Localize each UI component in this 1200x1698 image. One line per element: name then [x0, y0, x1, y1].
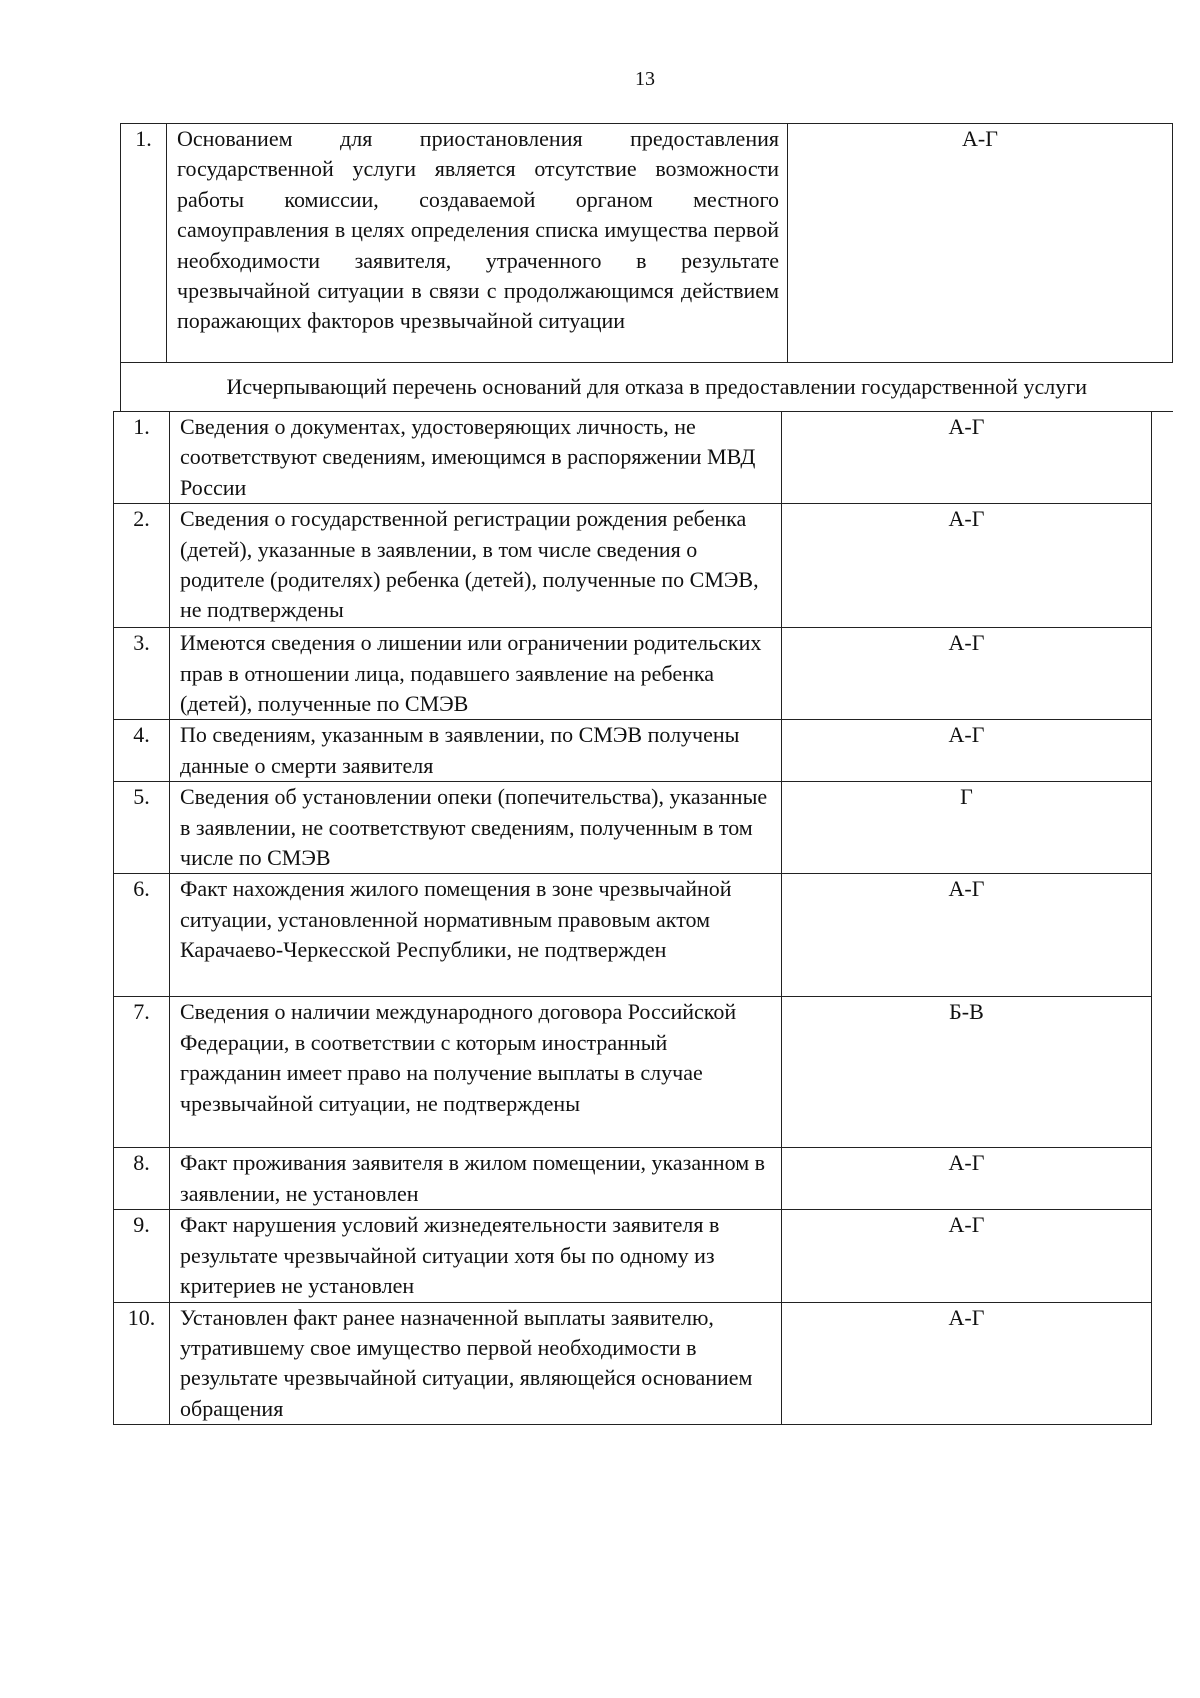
section-heading-row: [121, 363, 1173, 412]
row-code: А-Г: [782, 1302, 1152, 1425]
row-code: А-Г: [782, 874, 1152, 997]
table-row: [114, 997, 1152, 1148]
row-code: Г: [782, 782, 1152, 874]
table-row: [114, 1302, 1152, 1425]
row-text: Факт проживания заявителя в жилом помещении, указанном в заявлении, не установлен: [170, 1148, 782, 1210]
refusal-grounds-table: [113, 411, 1152, 1425]
row-text: Сведения о документах, удостоверяющих личность, не соответствуют сведениям, имеющимся в распоряжении МВД России: [170, 412, 782, 504]
suspension-table: [120, 123, 1173, 412]
table-row: [114, 720, 1152, 782]
table-row: [114, 1148, 1152, 1210]
row-text: Факт нахождения жилого помещения в зоне чрезвычайной ситуации, установленной нормативным правовым актом Карачаево-Черкесской Республики, не подтвержден: [170, 874, 782, 997]
row-number: 8.: [114, 1148, 170, 1210]
row-text: Основанием для приостановления предоставления государственной услуги является отсутствие возможности работы комиссии, создаваемой органом местного самоуправления в целях определения списка имущества первой необходимости заявителя, утраченного в результате чрезвычайной ситуации в связи с продолжающимся действием поражающих факторов чрезвычайной ситуации: [167, 124, 788, 363]
row-code: А-Г: [782, 720, 1152, 782]
row-number: 1.: [114, 412, 170, 504]
table-row: [114, 874, 1152, 997]
row-number: 10.: [114, 1302, 170, 1425]
page-number: 13: [635, 68, 655, 90]
row-code: А-Г: [782, 1210, 1152, 1302]
row-number: 6.: [114, 874, 170, 997]
row-text: Установлен факт ранее назначенной выплаты заявителю, утратившему свое имущество первой необходимости в результате чрезвычайной ситуации, являющейся основанием обращения: [170, 1302, 782, 1425]
row-number: 2.: [114, 504, 170, 628]
row-code: А-Г: [788, 124, 1173, 363]
table-row: [114, 504, 1152, 628]
row-code: А-Г: [782, 1148, 1152, 1210]
row-text: Сведения о государственной регистрации рождения ребенка (детей), указанные в заявлении, в том числе сведения о родителе (родителях) ребенка (детей), полученные по СМЭВ, не подтверждены: [170, 504, 782, 628]
table-row: [114, 782, 1152, 874]
table-row: [114, 1210, 1152, 1302]
row-number: 1.: [121, 124, 167, 363]
row-text: Факт нарушения условий жизнедеятельности заявителя в результате чрезвычайной ситуации хотя бы по одному из критериев не установлен: [170, 1210, 782, 1302]
row-number: 3.: [114, 628, 170, 720]
section-heading: Исчерпывающий перечень оснований для отказа в предоставлении государственной услуги: [121, 363, 1173, 412]
row-number: 7.: [114, 997, 170, 1148]
row-number: 9.: [114, 1210, 170, 1302]
row-code: А-Г: [782, 412, 1152, 504]
table-row: [121, 124, 1173, 363]
table-row: [114, 412, 1152, 504]
row-code: Б-В: [782, 997, 1152, 1148]
row-code: А-Г: [782, 504, 1152, 628]
table-row: [114, 628, 1152, 720]
row-code: А-Г: [782, 628, 1152, 720]
row-text: Сведения об установлении опеки (попечительства), указанные в заявлении, не соответствуют сведениям, полученным в том числе по СМЭВ: [170, 782, 782, 874]
row-number: 5.: [114, 782, 170, 874]
row-text: По сведениям, указанным в заявлении, по СМЭВ получены данные о смерти заявителя: [170, 720, 782, 782]
row-text: Сведения о наличии международного договора Российской Федерации, в соответствии с которым иностранный гражданин имеет право на получение выплаты в случае чрезвычайной ситуации, не подтверждены: [170, 997, 782, 1148]
row-text: Имеются сведения о лишении или ограничении родительских прав в отношении лица, подавшего заявление на ребенка (детей), полученные по СМЭВ: [170, 628, 782, 720]
row-number: 4.: [114, 720, 170, 782]
